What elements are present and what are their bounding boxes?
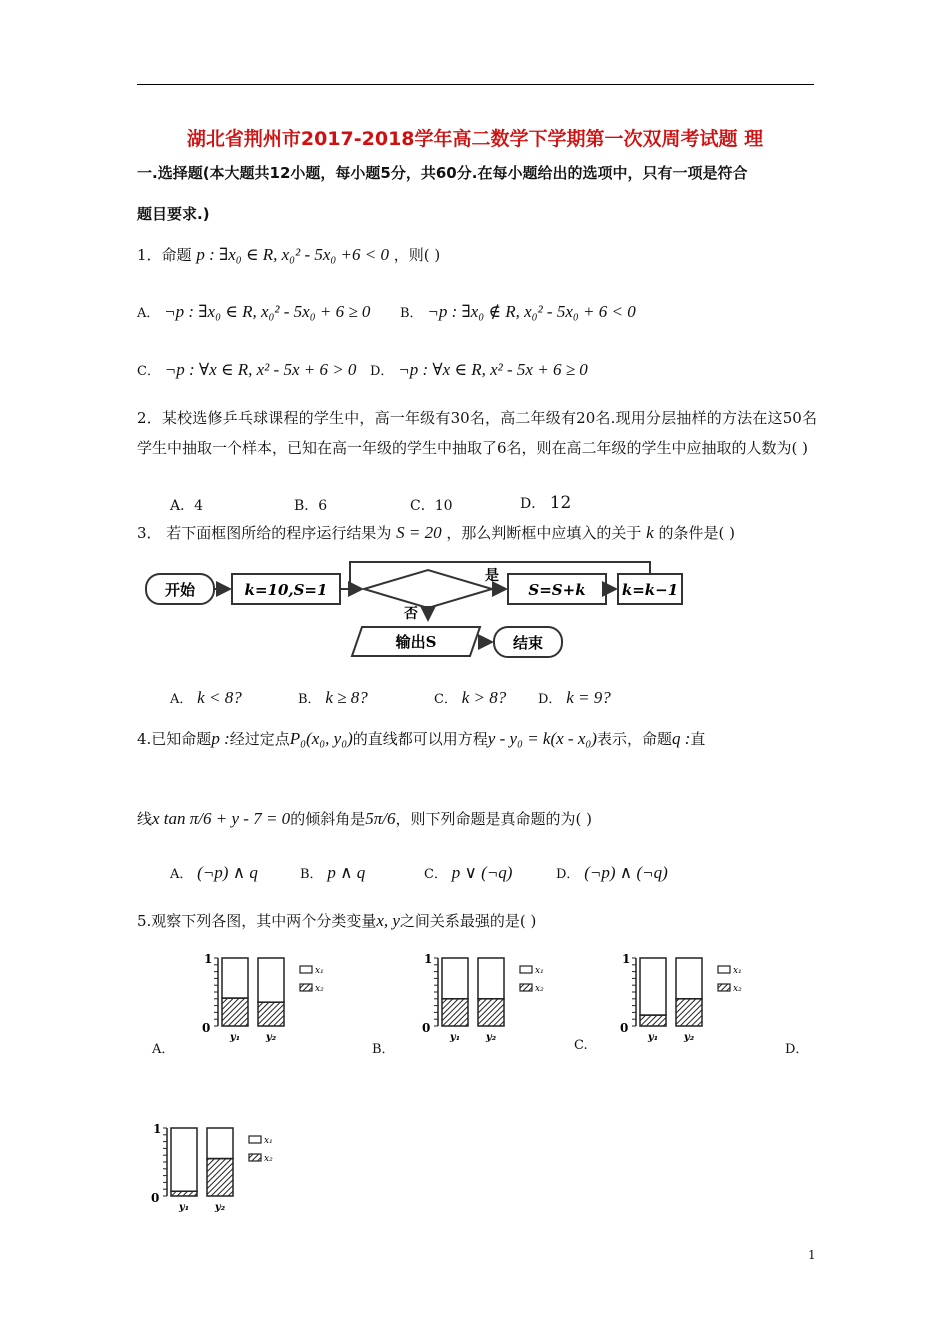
bar-x2	[442, 999, 468, 1026]
y-tick-label-top: 1	[622, 952, 631, 966]
legend-label-x2: x₂	[264, 1154, 273, 1164]
q1-option-b	[400, 302, 636, 322]
q1-option-c-label: C．	[137, 364, 160, 379]
q4-option-b-label: B．	[300, 867, 323, 882]
q1-option-a	[137, 302, 370, 322]
flow-yes-label: 是	[485, 568, 499, 584]
q3-option-c-label: C．	[434, 692, 457, 707]
q3-option-a	[170, 688, 242, 708]
bar-x1	[171, 1128, 197, 1191]
q4-l2-a: 线	[137, 810, 153, 828]
y-tick-label-top: 1	[424, 952, 433, 966]
q4-l1-d: 表示，命题	[596, 730, 672, 748]
bar-x2	[478, 999, 504, 1026]
q3-stem	[137, 522, 735, 543]
q4-option-a-text: (¬p) ∧ q	[197, 863, 258, 882]
legend-swatch-x2	[300, 984, 312, 991]
flow-no-label: 否	[404, 606, 418, 622]
q3-option-c	[434, 688, 506, 708]
q5-stem-prefix: 5.观察下列各图，其中两个分类变量	[137, 912, 377, 930]
legend-swatch-x2	[718, 984, 730, 991]
category-label: y₂	[265, 1032, 277, 1043]
q4-option-d-text: (¬p) ∧ (¬q)	[584, 863, 668, 882]
category-label: y₂	[485, 1032, 497, 1043]
flow-init-label: k=10,S=1	[244, 581, 328, 599]
bar-x1	[207, 1128, 233, 1159]
y-tick-label-bottom: 0	[620, 1021, 629, 1035]
q4-l1-a: 4.已知命题	[137, 730, 212, 748]
q4-l2-angle: 5π/6	[365, 809, 396, 828]
legend-label-x1: x₁	[535, 966, 544, 976]
header-rule	[137, 84, 814, 85]
q1-stem-prefix: 1．命题	[137, 246, 192, 264]
q5-chart-d	[145, 1120, 275, 1220]
q3-stem-prefix: 3． 若下面框图所给的程序运行结果为	[137, 524, 392, 542]
flow-output-label: 输出S	[395, 633, 437, 651]
q3-option-b	[298, 688, 368, 708]
q3-option-d	[538, 688, 611, 708]
q5-stem-suffix: 之间关系最强的是( )	[399, 912, 537, 930]
y-tick-label-bottom: 0	[422, 1021, 431, 1035]
q4-option-b-text: p ∧ q	[327, 863, 366, 882]
q4-option-c	[424, 863, 512, 883]
y-tick-label-bottom: 0	[202, 1021, 211, 1035]
q4-l1-q: q :	[671, 729, 691, 748]
legend-label-x2: x₂	[733, 984, 742, 994]
q4-line2	[137, 808, 592, 829]
bar-x1	[258, 958, 284, 1002]
bar-x2	[258, 1002, 284, 1026]
bar-x2	[640, 1015, 666, 1026]
y-tick-label-bottom: 0	[151, 1191, 160, 1205]
q4-l2-equation: x tan π/6 + y - 7 = 0	[152, 809, 291, 828]
q4-l1-p: p :	[211, 729, 230, 748]
legend-swatch-x2	[249, 1154, 261, 1161]
q2-option-c: C．10	[410, 498, 453, 514]
legend-label-x1: x₁	[733, 966, 742, 976]
legend-swatch-x1	[300, 966, 312, 973]
q3-option-c-text: k > 8?	[461, 688, 507, 707]
q4-l2-c: ，则下列命题是真命题的为( )	[395, 810, 592, 828]
q2-option-d-text: 12	[549, 493, 572, 513]
section-heading-line2: 题目要求.)	[137, 205, 210, 223]
bar-x2	[171, 1191, 197, 1196]
q3-flowchart	[140, 558, 685, 666]
legend-swatch-x1	[249, 1136, 261, 1143]
q5-label-a: A．	[152, 1042, 175, 1057]
q1-option-a-text: ¬p : ∃x₀ ∈ R, x₀² - 5x₀ + 6 ≥ 0	[164, 302, 371, 321]
q3-option-d-text: k = 9?	[566, 688, 611, 707]
y-tick-label-top: 1	[153, 1122, 162, 1136]
q4-l1-c: 的直线都可以用方程	[352, 730, 488, 748]
bar-x2	[676, 999, 702, 1026]
bar-x1	[442, 958, 468, 999]
q4-option-c-text: p ∨ (¬q)	[451, 863, 513, 882]
q2-option-d-label: D．	[520, 496, 546, 512]
q2-stem: 2．某校选修乒乓球课程的学生中，高一年级有30名，高二年级有20名.现用分层抽样的方法在这50名学生中抽取一个样本，已知在高一年级的学生中抽取了6名，则在高二年级的学生中应抽取的人数为( )	[137, 409, 817, 457]
q1-stem	[137, 244, 440, 265]
category-label: y₂	[683, 1032, 695, 1043]
q4-l2-b: 的倾斜角是	[290, 810, 366, 828]
q2-option-a: A．4	[170, 498, 204, 514]
flow-dec-label: k=k−1	[621, 581, 679, 599]
q4-option-a-label: A．	[170, 867, 193, 882]
q3-option-a-text: k < 8?	[197, 688, 242, 707]
q3-stem-variable: k	[646, 523, 654, 542]
legend-label-x1: x₁	[264, 1136, 273, 1146]
category-label: y₁	[178, 1202, 190, 1213]
q3-option-b-label: B．	[298, 692, 321, 707]
q4-option-d	[556, 863, 668, 883]
q4-option-b	[300, 863, 365, 883]
q4-line1	[137, 728, 705, 749]
q2-option-d	[520, 493, 571, 513]
q1-stem-formula: p : ∃x₀ ∈ R, x₀² - 5x₀ +6 < 0	[196, 245, 389, 264]
q5-label-c: C.	[574, 1038, 588, 1053]
q1-option-c-text: ¬p : ∀x ∈ R, x² - 5x + 6 > 0	[164, 360, 357, 379]
q1-option-d-text: ¬p : ∀x ∈ R, x² - 5x + 6 ≥ 0	[398, 360, 588, 379]
legend-label-x2: x₂	[315, 984, 324, 994]
q4-l1-b: 经过定点	[229, 730, 290, 748]
q5-chart-b	[416, 950, 546, 1045]
q4-l1-e: 直	[690, 730, 706, 748]
legend-label-x2: x₂	[535, 984, 544, 994]
y-tick-label-top: 1	[204, 952, 213, 966]
q1-option-b-label: B．	[400, 306, 423, 321]
document-title: 湖北省荆州市2017-2018学年高二数学下学期第一次双周考试题 理	[186, 128, 764, 150]
q1-option-d	[370, 360, 588, 380]
q1-option-c	[137, 360, 356, 380]
q1-option-b-text: ¬p : ∃x₀ ∉ R, x₀² - 5x₀ + 6 < 0	[427, 302, 636, 321]
q5-stem-formula: x, y	[376, 911, 400, 930]
category-label: y₁	[647, 1032, 659, 1043]
bar-x2	[222, 998, 248, 1026]
q1-option-d-label: D．	[370, 364, 394, 379]
q4-option-d-label: D．	[556, 867, 580, 882]
legend-swatch-x1	[520, 966, 532, 973]
q5-label-d: D．	[785, 1042, 809, 1057]
flow-end-label: 结束	[512, 634, 544, 652]
q4-option-c-label: C．	[424, 867, 447, 882]
category-label: y₁	[229, 1032, 241, 1043]
q3-option-a-label: A．	[170, 692, 193, 707]
q5-label-b: B．	[372, 1042, 395, 1057]
q1-option-a-label: A．	[137, 306, 160, 321]
flow-decision-node	[364, 570, 492, 608]
q3-option-b-text: k ≥ 8?	[325, 688, 368, 707]
q1-stem-suffix: ，则( )	[393, 246, 441, 264]
bar-x2	[207, 1159, 233, 1196]
q5-chart-a	[196, 950, 326, 1045]
q3-stem-mid: ，那么判断框中应填入的关于	[446, 524, 642, 542]
category-label: y₁	[449, 1032, 461, 1043]
legend-label-x1: x₁	[315, 966, 324, 976]
q4-l1-equation: y - y₀ = k(x - x₀)	[487, 729, 597, 748]
bar-x1	[640, 958, 666, 1015]
q3-option-d-label: D．	[538, 692, 562, 707]
q5-stem	[137, 910, 536, 931]
q3-stem-formula: S = 20	[396, 523, 442, 542]
section-heading-line1: 一.选择题(本大题共12小题，每小题5分，共60分.在每小题给出的选项中，只有一项是符合	[137, 164, 748, 182]
category-label: y₂	[214, 1202, 226, 1213]
bar-x1	[222, 958, 248, 998]
flow-start-label: 开始	[164, 581, 196, 599]
q5-chart-c	[614, 950, 744, 1045]
flow-sum-label: S=S+k	[528, 581, 586, 599]
legend-swatch-x1	[718, 966, 730, 973]
q3-stem-suffix: 的条件是( )	[658, 524, 735, 542]
q4-option-a	[170, 863, 258, 883]
page-number: 1	[808, 1248, 816, 1262]
bar-x1	[478, 958, 504, 999]
q4-l1-point: P₀(x₀, y₀)	[289, 729, 353, 748]
q2-option-b: B．6	[294, 498, 328, 514]
legend-swatch-x2	[520, 984, 532, 991]
bar-x1	[676, 958, 702, 999]
